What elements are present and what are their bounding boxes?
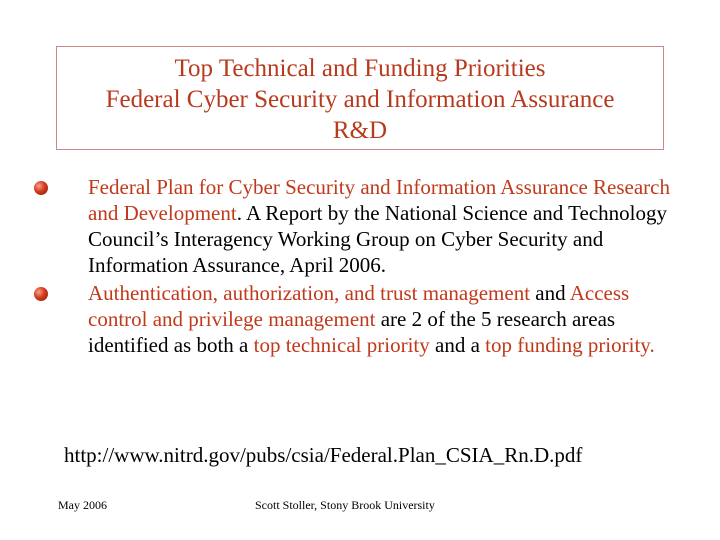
bullet-list xyxy=(30,174,680,358)
bullet2-text-2: are 2 of the 5 research areas identified as both a xyxy=(88,307,616,357)
title-line-3: R&D xyxy=(332,117,388,144)
bullet-federal-plan xyxy=(30,174,680,278)
bullet1-red-text: Federal Plan for Cyber Security and Information Assurance Research and Development xyxy=(88,175,670,225)
bullet-research-areas xyxy=(30,280,680,358)
bullet-marker-icon xyxy=(34,181,48,195)
bullet2-text-3: and a xyxy=(429,333,486,357)
footer-date: May 2006 xyxy=(58,498,107,512)
bullet2-red-text-4: top funding priority. xyxy=(485,333,655,357)
bullet2-text-1: and xyxy=(530,281,570,305)
bullet2-red-text-1: Authentication, authorization, and trust management xyxy=(88,281,531,305)
bullet-marker-icon xyxy=(34,287,48,301)
bullet2-red-text-2: Access control and privilege management xyxy=(88,281,630,331)
footer-author: Scott Stoller, Stony Brook University xyxy=(255,498,435,512)
report-url-link[interactable]: http://www.nitrd.gov/pubs/csia/Federal.Plan_CSIA_Rn.D.pdf xyxy=(64,443,583,467)
bullet1-text: . A Report by the National Science and Technology Council’s Interagency Working Group on Cyber Security and Information Assurance, April 2006. xyxy=(88,201,667,277)
title-line-1: Top Technical and Funding Priorities xyxy=(174,55,546,82)
title-line-2: Federal Cyber Security and Information Assurance xyxy=(105,86,615,113)
bullet2-red-text-3: top technical priority xyxy=(253,333,430,357)
slide-title-box xyxy=(56,46,664,150)
